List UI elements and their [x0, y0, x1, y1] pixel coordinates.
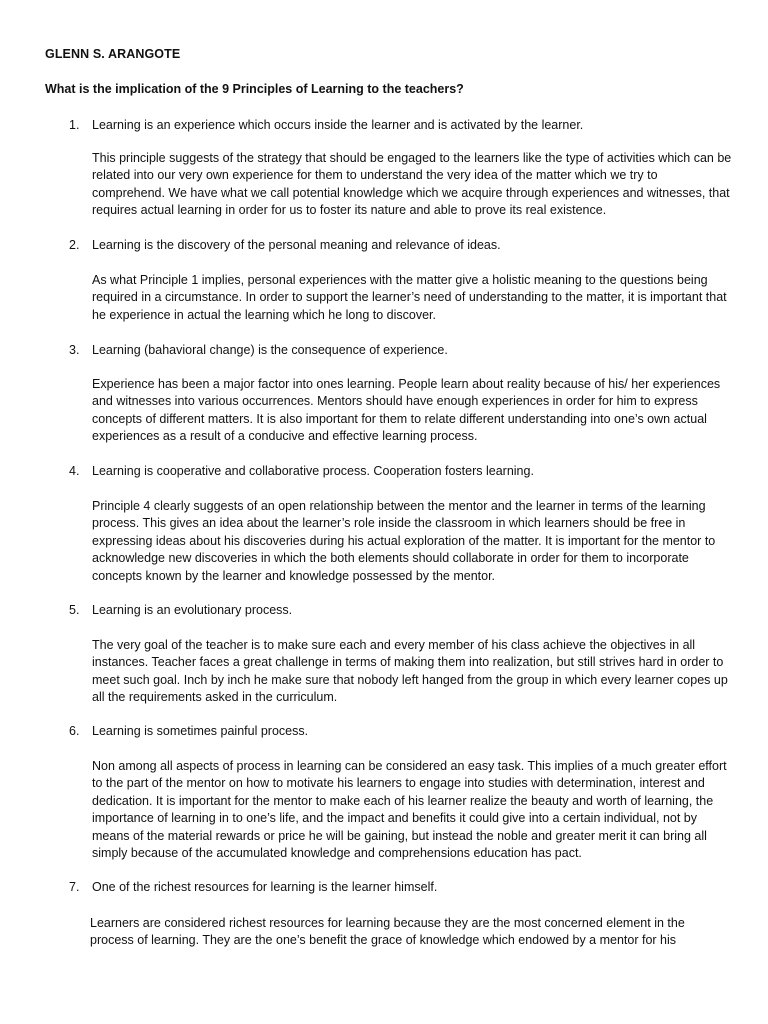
item-number-3: 3. [69, 343, 80, 357]
item-body-6: Non among all aspects of process in learning can be considered an easy task. This implies of a much greater effort to the part of the mentor on how to motivate his learners to engage into studies with determination, interest and dedication. It is important for the mentor to make each of his learner realize the beauty and worth of learning, the importance of learning in to one’s life, and the impact and benefits it could give into a certain individual, not by means of the material rewards or price he will be gaining, but instead the noble and greater merit it can bring all simply because of the accumulated knowledge and comprehensions education has pact. [92, 759, 727, 861]
item-heading-4: Learning is cooperative and collaborative process. Cooperation fosters learning. [92, 464, 534, 478]
item-heading-3: Learning (bahavioral change) is the consequence of experience. [92, 343, 448, 357]
item-number-2: 2. [69, 238, 80, 252]
item-heading-1: Learning is an experience which occurs inside the learner and is activated by the learner. [92, 118, 584, 132]
item-number-4: 4. [69, 464, 80, 478]
item-heading-7: One of the richest resources for learning is the learner himself. [92, 880, 438, 894]
item-body-2: As what Principle 1 implies, personal experiences with the matter give a holistic meaning to the questions being required in a circumstance. In order to support the learner’s need of understanding to the matter, it is important that he experience in actual the learning which he long to discover. [92, 273, 727, 322]
author-name: GLENN S. ARANGOTE [45, 47, 181, 61]
item-number-6: 6. [69, 724, 80, 738]
item-number-5: 5. [69, 603, 80, 617]
item-body-5: The very goal of the teacher is to make sure each and every member of his class achieve the objectives in all instances. Teacher faces a great challenge in terms of making them into realization, but still strives hard in order to meet such goal. Inch by inch he make sure that nobody left hanged from the group in which every learner copes up all the requirements asked in the curriculum. [92, 638, 728, 705]
item-body-7: Learners are considered richest resources for learning because they are the most concerned element in the process of learning. They are the one’s benefit the grace of knowledge which endowed by a mentor for his [90, 916, 685, 948]
item-body-3: Experience has been a major factor into ones learning. People learn about reality because of his/ her experiences and witnesses into various occurrences. Mentors should have enough experiences in order for him to express concepts of different matters. It is also important for them to relate different understanding into one’s own actual experiences as a result of a conducive and effective learning process. [92, 377, 721, 444]
item-body-1: This principle suggests of the strategy that should be engaged to the learners like the type of activities which can be related into our very own experience for them to understand the very idea of the matter which we try to comprehend. We have what we call potential knowledge which we acquire through experiences and witnesses, that requires actual learning in order for us to foster its nature and able to prove its real existence. [92, 151, 732, 218]
item-number-7: 7. [69, 880, 80, 894]
document-question: What is the implication of the 9 Principles of Learning to the teachers? [45, 82, 464, 96]
item-heading-6: Learning is sometimes painful process. [92, 724, 309, 738]
item-heading-5: Learning is an evolutionary process. [92, 603, 293, 617]
item-body-4: Principle 4 clearly suggests of an open relationship between the mentor and the learner in terms of the learning process. This gives an idea about the learner’s role inside the classroom in which learners should be free in expressing ideas about his discoveries during his actual exploration of the matter. It is important for the mentor to acknowledge new discoveries in which the both elements should collaborate in order for them to incorporate concepts known by the learner and knowledge possessed by the mentor. [92, 499, 716, 583]
item-heading-2: Learning is the discovery of the personal meaning and relevance of ideas. [92, 238, 501, 252]
item-number-1: 1. [69, 118, 80, 132]
